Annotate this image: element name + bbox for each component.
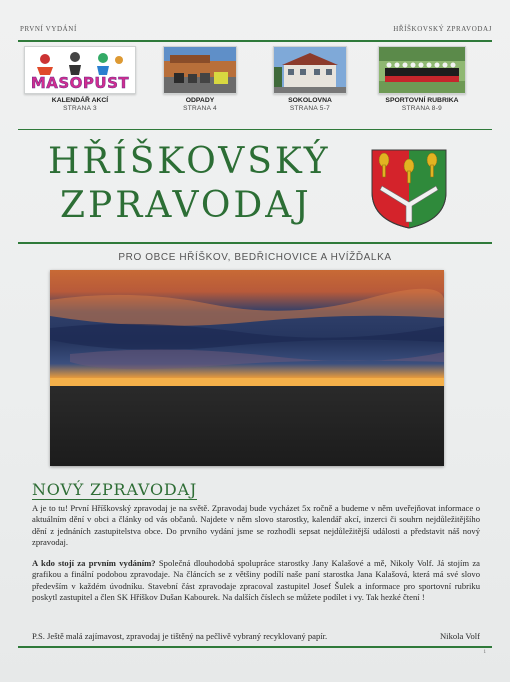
teaser-kalendar[interactable]: [20, 46, 140, 112]
teaser-page: STRANA 8-9: [401, 105, 443, 112]
article-paragraph-2-lead: A kdo stojí za prvním vydáním?: [32, 558, 156, 568]
article-paragraph-1: A je to tu! První Hříškovský zpravodaj je na světě. Zpravodaj bude vycházet 5x ročně a budeme v něm uveřejňovat informace o aktuálním dění v obci a články od vás občanů. Najdete v něm slovo starostky, kalendář akcí, inzerci či souhrn nejdůležitějšího dění z jednáních zastupitelstva obce. Do prvního vydání jsme se rozhodli sepsat nejdůležitější události a představit náš nový zpravodaj.: [32, 503, 480, 548]
masopust-logo-text: MASOPUST: [30, 74, 130, 92]
odpady-photo: [163, 46, 237, 94]
masopust-logo: [24, 46, 136, 94]
bottom-rule: [18, 646, 492, 648]
teaser-rule: [18, 129, 492, 130]
sunset-photo-art: [50, 270, 444, 466]
teaser-row: [20, 46, 490, 126]
page-number: 1: [483, 650, 486, 655]
newsletter-name-small: HŘÍŠKOVSKÝ ZPRAVODAJ: [393, 25, 492, 33]
top-header: [20, 25, 492, 33]
coat-of-arms-icon: [370, 148, 448, 230]
sunset-photo: [50, 270, 444, 466]
masthead-line-2: ZPRAVODAJ: [60, 185, 312, 226]
teaser-page: STRANA 4: [183, 105, 217, 112]
masthead-title: [48, 140, 331, 228]
teaser-label: SOKOLOVNA: [288, 97, 332, 104]
article-paragraph-2-body: Společná dlouhodobá spolupráce starostky Jany Kalašové a mě, Nikoly Volf. Já stojím za grafikou a finální podobou zpravodaje. Na článcích se z většiny podílí naše paní starostka Jana Kalašová, která má své slovo především v každém úvodníku. Stavební část zpravodaje zpracoval zastupitel Josef Šulek a informace pro sportovní rubriku poskytl zastupitel a člen SK Hříškov Dušan Kabourek. Na dalších číslech se můžete podílet i vy. Tak hezké čtení !: [32, 558, 480, 603]
top-rule: [18, 40, 492, 42]
article-heading: NOVÝ ZPRAVODAJ: [32, 480, 198, 499]
masthead-rule: [18, 242, 492, 244]
teaser-label: SPORTOVNÍ RUBRIKA: [385, 97, 459, 104]
postscript-text: P.S. Ještě malá zajímavost, zpravodaj je tištěný na pečlivě vybraný recyklovaný papír.: [32, 631, 328, 641]
teaser-page: STRANA 3: [63, 105, 97, 112]
sokolovna-photo: [273, 46, 347, 94]
teaser-label: KALENDÁŘ AKCÍ: [51, 97, 109, 104]
postscript-row: [32, 631, 480, 641]
teaser-sokolovna[interactable]: [250, 46, 370, 112]
masthead-line-1: HŘÍŠKOVSKÝ: [48, 141, 331, 182]
teaser-odpady[interactable]: [140, 46, 260, 112]
author-name: Nikola Volf: [439, 631, 480, 641]
teaser-sport[interactable]: [362, 46, 482, 112]
masthead-subtitle: PRO OBCE HŘÍŠKOV, BEDŘICHOVICE A HVÍŽĎALKA: [118, 252, 392, 263]
teaser-label: ODPADY: [185, 97, 215, 104]
sport-team-photo: [378, 46, 466, 94]
masopust-logo-art: [25, 47, 135, 93]
article-paragraph-2: [32, 558, 480, 604]
issue-label: PRVNÍ VYDÁNÍ: [20, 25, 77, 33]
teaser-page: STRANA 5-7: [289, 105, 331, 112]
